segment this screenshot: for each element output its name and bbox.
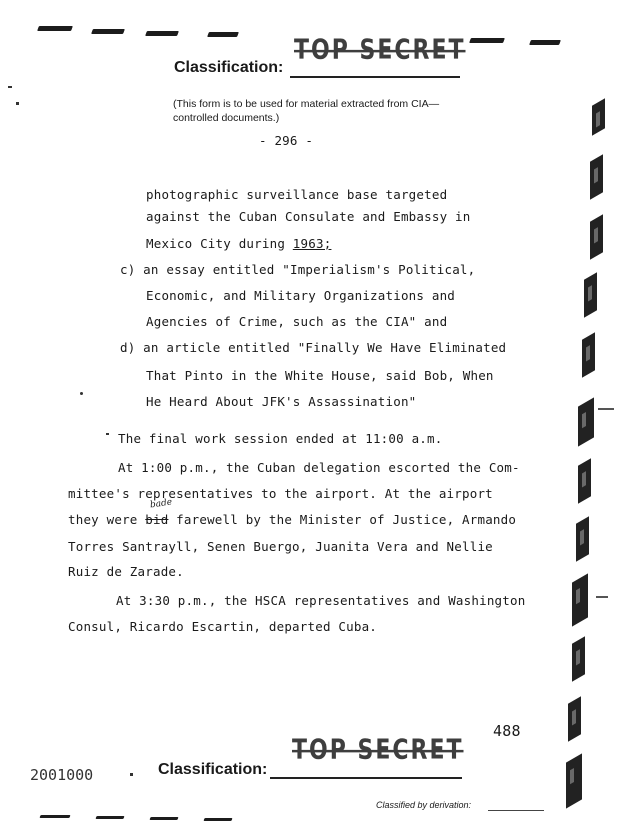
body-line: He Heard About JFK's Assassination"	[146, 394, 417, 409]
margin-mark	[576, 516, 589, 562]
margin-mark	[590, 154, 603, 200]
margin-mark	[582, 332, 595, 378]
paragraph-line: Torres Santrayll, Senen Buergo, Juanita Vera and Nellie	[68, 539, 493, 554]
paragraph-line: mittee's representatives to the airport. At the airport	[68, 486, 493, 501]
border-dash	[207, 32, 239, 37]
margin-tick	[598, 408, 614, 410]
paragraph-line: The final work session ended at 11:00 a.m.	[118, 431, 443, 446]
margin-mark	[578, 458, 591, 504]
margin-number: 488	[493, 722, 521, 740]
body-line: photographic surveillance base targeted	[146, 187, 448, 202]
struck-word: bid	[145, 512, 169, 527]
border-dash	[469, 38, 505, 43]
handwritten-correction: bade	[149, 497, 173, 511]
classification-label: Classification:	[174, 59, 284, 76]
border-dash	[149, 817, 178, 820]
document-number: 2001000	[30, 766, 94, 784]
form-note: (This form is to be used for material extracted from CIA—controlled documents.)	[173, 98, 440, 124]
list-item-d: d) an article entitled "Finally We Have Eliminated	[120, 340, 507, 355]
body-line: That Pinto in the White House, said Bob, When	[146, 368, 494, 383]
border-dash	[39, 815, 70, 818]
margin-tick	[596, 596, 608, 598]
body-line: Mexico City during 1963;	[146, 236, 332, 251]
scan-speck	[80, 392, 83, 395]
body-line: Agencies of Crime, such as the CIA" and	[146, 314, 448, 329]
top-secret-stamp-footer: TOP SECRET	[292, 734, 464, 767]
page-number: - 296 -	[259, 133, 314, 148]
margin-mark	[572, 573, 588, 626]
margin-mark	[566, 753, 582, 808]
margin-mark	[592, 98, 605, 136]
classification-label-footer: Classification:	[158, 761, 268, 778]
margin-mark	[590, 214, 603, 260]
top-secret-stamp: TOP SECRET	[294, 34, 466, 67]
paragraph-line: At 1:00 p.m., the Cuban delegation escorted the Com-	[118, 460, 520, 475]
derivation-label: Classified by derivation:	[376, 800, 472, 810]
derivation-line	[488, 810, 544, 811]
scan-speck	[106, 433, 109, 435]
border-dash	[37, 26, 73, 31]
margin-mark	[578, 397, 594, 446]
paragraph-line: Ruiz de Zarade.	[68, 564, 184, 579]
margin-mark	[584, 272, 597, 318]
scan-speck	[130, 773, 133, 776]
body-line: Economic, and Military Organizations and	[146, 288, 456, 303]
paragraph-line: Consul, Ricardo Escartin, departed Cuba.	[68, 619, 378, 634]
margin-mark	[572, 636, 585, 682]
border-dash	[91, 29, 125, 34]
classification-line-footer	[270, 777, 462, 779]
paragraph-line: they were bid farewell by the Minister of Justice, Armando	[68, 512, 517, 527]
body-line: against the Cuban Consulate and Embassy in	[146, 209, 471, 224]
scan-speck	[16, 102, 19, 105]
classification-line	[290, 76, 460, 78]
border-dash	[145, 31, 179, 36]
paragraph-line: At 3:30 p.m., the HSCA representatives and Washington	[116, 593, 526, 608]
border-dash	[529, 40, 561, 45]
border-dash	[95, 816, 124, 819]
list-item-c: c) an essay entitled "Imperialism's Political,	[120, 262, 476, 277]
margin-mark	[568, 696, 581, 742]
border-dash	[203, 818, 232, 821]
scan-speck	[8, 86, 12, 88]
